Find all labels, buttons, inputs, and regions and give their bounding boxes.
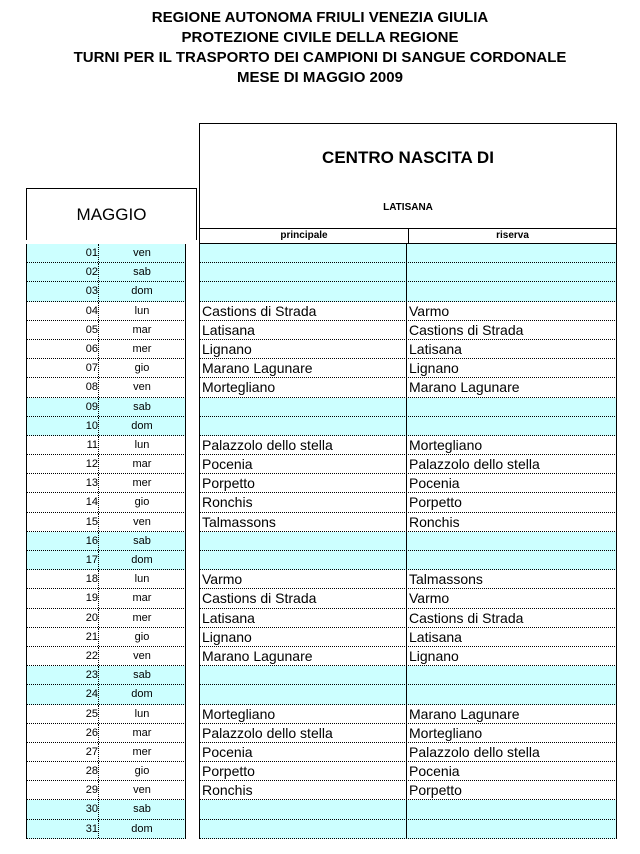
principale-cell: Lignano bbox=[199, 628, 407, 646]
day-row bbox=[26, 513, 186, 532]
shift-row bbox=[199, 378, 617, 397]
day-number: 25 bbox=[26, 705, 98, 723]
shift-row bbox=[199, 244, 617, 263]
day-number: 02 bbox=[26, 263, 98, 281]
day-row bbox=[26, 628, 186, 647]
day-number: 17 bbox=[26, 551, 98, 569]
principale-cell bbox=[199, 532, 407, 550]
principale-cell: Marano Lagunare bbox=[199, 647, 407, 665]
weekday: mer bbox=[98, 340, 186, 358]
heading-line-turni: TURNI PER IL TRASPORTO DEI CAMPIONI DI SANGUE CORDONALE bbox=[73, 49, 567, 66]
riserva-cell bbox=[407, 551, 617, 569]
shift-row bbox=[199, 609, 617, 628]
weekday: gio bbox=[98, 762, 186, 780]
riserva-cell: Marano Lagunare bbox=[407, 705, 617, 723]
shift-row bbox=[199, 705, 617, 724]
weekday: dom bbox=[98, 551, 186, 569]
riserva-cell: Varmo bbox=[407, 589, 617, 607]
principale-cell: Mortegliano bbox=[199, 705, 407, 723]
principale-cell bbox=[199, 417, 407, 435]
day-number: 06 bbox=[26, 340, 98, 358]
weekday: gio bbox=[98, 359, 186, 377]
day-number: 11 bbox=[26, 436, 98, 454]
principale-cell bbox=[199, 800, 407, 818]
principale-cell: Pocenia bbox=[199, 455, 407, 473]
month-header: MAGGIO bbox=[26, 188, 197, 240]
shift-row bbox=[199, 743, 617, 762]
riserva-cell bbox=[407, 532, 617, 550]
weekday: dom bbox=[98, 417, 186, 435]
principale-cell: Castions di Strada bbox=[199, 302, 407, 320]
day-row bbox=[26, 474, 186, 493]
day-number: 15 bbox=[26, 513, 98, 531]
weekday: mar bbox=[98, 321, 186, 339]
day-row bbox=[26, 493, 186, 512]
day-row bbox=[26, 417, 186, 436]
day-row bbox=[26, 589, 186, 608]
day-number: 21 bbox=[26, 628, 98, 646]
weekday: dom bbox=[98, 282, 186, 300]
principale-cell: Ronchis bbox=[199, 781, 407, 799]
day-number: 18 bbox=[26, 570, 98, 588]
day-number: 20 bbox=[26, 609, 98, 627]
day-number: 23 bbox=[26, 666, 98, 684]
principale-cell: Mortegliano bbox=[199, 378, 407, 396]
weekday: mar bbox=[98, 455, 186, 473]
principale-cell: Ronchis bbox=[199, 493, 407, 511]
principale-cell bbox=[199, 398, 407, 416]
document-heading bbox=[0, 8, 640, 88]
principale-cell: Varmo bbox=[199, 570, 407, 588]
shift-row bbox=[199, 781, 617, 800]
day-list bbox=[26, 244, 186, 839]
day-row bbox=[26, 743, 186, 762]
day-number: 22 bbox=[26, 647, 98, 665]
principale-cell bbox=[199, 685, 407, 703]
shift-row bbox=[199, 493, 617, 512]
weekday: gio bbox=[98, 628, 186, 646]
weekday: mer bbox=[98, 474, 186, 492]
riserva-cell: Talmassons bbox=[407, 570, 617, 588]
day-row bbox=[26, 570, 186, 589]
weekday: mer bbox=[98, 743, 186, 761]
day-number: 16 bbox=[26, 532, 98, 550]
principale-cell: Porpetto bbox=[199, 762, 407, 780]
weekday: mer bbox=[98, 609, 186, 627]
day-row bbox=[26, 263, 186, 282]
weekday: mar bbox=[98, 724, 186, 742]
principale-cell: Palazzolo dello stella bbox=[199, 436, 407, 454]
shift-row bbox=[199, 474, 617, 493]
day-number: 07 bbox=[26, 359, 98, 377]
principale-cell bbox=[199, 551, 407, 569]
day-number: 30 bbox=[26, 800, 98, 818]
shift-row bbox=[199, 455, 617, 474]
day-number: 31 bbox=[26, 820, 98, 838]
riserva-cell: Castions di Strada bbox=[407, 609, 617, 627]
riserva-cell bbox=[407, 282, 617, 300]
principale-cell bbox=[199, 263, 407, 281]
principale-cell: Latisana bbox=[199, 321, 407, 339]
day-row bbox=[26, 282, 186, 301]
day-row bbox=[26, 800, 186, 819]
shift-table bbox=[199, 244, 617, 839]
day-number: 27 bbox=[26, 743, 98, 761]
shift-row bbox=[199, 302, 617, 321]
shift-row bbox=[199, 685, 617, 704]
day-row bbox=[26, 609, 186, 628]
principale-cell: Pocenia bbox=[199, 743, 407, 761]
shift-row bbox=[199, 724, 617, 743]
day-number: 03 bbox=[26, 282, 98, 300]
shift-row bbox=[199, 263, 617, 282]
weekday: sab bbox=[98, 398, 186, 416]
day-row bbox=[26, 551, 186, 570]
riserva-cell bbox=[407, 800, 617, 818]
shift-row bbox=[199, 647, 617, 666]
day-row bbox=[26, 685, 186, 704]
riserva-cell: Mortegliano bbox=[407, 724, 617, 742]
day-row bbox=[26, 455, 186, 474]
principale-cell: Castions di Strada bbox=[199, 589, 407, 607]
weekday: sab bbox=[98, 532, 186, 550]
weekday: lun bbox=[98, 705, 186, 723]
day-row bbox=[26, 321, 186, 340]
riserva-cell: Lignano bbox=[407, 647, 617, 665]
shift-row bbox=[199, 589, 617, 608]
centro-title: CENTRO NASCITA DI bbox=[322, 148, 494, 167]
shift-row bbox=[199, 436, 617, 455]
riserva-cell: Porpetto bbox=[407, 781, 617, 799]
weekday: lun bbox=[98, 570, 186, 588]
day-number: 10 bbox=[26, 417, 98, 435]
weekday: ven bbox=[98, 781, 186, 799]
shift-row bbox=[199, 282, 617, 301]
shift-row bbox=[199, 513, 617, 532]
day-row bbox=[26, 781, 186, 800]
day-number: 09 bbox=[26, 398, 98, 416]
day-row bbox=[26, 436, 186, 455]
riserva-cell: Castions di Strada bbox=[407, 321, 617, 339]
weekday: sab bbox=[98, 263, 186, 281]
shift-row bbox=[199, 398, 617, 417]
heading-line-protezione: PROTEZIONE CIVILE DELLA REGIONE bbox=[181, 29, 459, 46]
principale-cell: Porpetto bbox=[199, 474, 407, 492]
principale-cell bbox=[199, 244, 407, 262]
shift-row bbox=[199, 340, 617, 359]
centro-header bbox=[199, 123, 617, 228]
riserva-cell: Latisana bbox=[407, 340, 617, 358]
column-riserva: riserva bbox=[496, 230, 529, 241]
day-number: 01 bbox=[26, 244, 98, 262]
principale-cell: Talmassons bbox=[199, 513, 407, 531]
day-row bbox=[26, 762, 186, 781]
riserva-cell bbox=[407, 244, 617, 262]
weekday: ven bbox=[98, 378, 186, 396]
day-row bbox=[26, 398, 186, 417]
shift-row bbox=[199, 417, 617, 436]
day-row bbox=[26, 705, 186, 724]
day-number: 26 bbox=[26, 724, 98, 742]
day-number: 28 bbox=[26, 762, 98, 780]
principale-cell bbox=[199, 666, 407, 684]
shift-row bbox=[199, 762, 617, 781]
weekday: mar bbox=[98, 589, 186, 607]
riserva-cell: Marano Lagunare bbox=[407, 378, 617, 396]
day-row bbox=[26, 302, 186, 321]
day-row bbox=[26, 532, 186, 551]
day-row bbox=[26, 340, 186, 359]
day-number: 12 bbox=[26, 455, 98, 473]
day-number: 13 bbox=[26, 474, 98, 492]
column-principale: principale bbox=[200, 229, 409, 243]
riserva-cell: Porpetto bbox=[407, 493, 617, 511]
day-number: 04 bbox=[26, 302, 98, 320]
shift-row bbox=[199, 570, 617, 589]
day-row bbox=[26, 359, 186, 378]
principale-cell: Marano Lagunare bbox=[199, 359, 407, 377]
weekday: ven bbox=[98, 244, 186, 262]
shift-row bbox=[199, 321, 617, 340]
shift-row bbox=[199, 532, 617, 551]
shift-row bbox=[199, 628, 617, 647]
principale-cell: Latisana bbox=[199, 609, 407, 627]
centro-name: LATISANA bbox=[383, 202, 433, 213]
day-number: 05 bbox=[26, 321, 98, 339]
day-number: 24 bbox=[26, 685, 98, 703]
riserva-cell bbox=[407, 398, 617, 416]
riserva-cell bbox=[407, 820, 617, 838]
weekday: sab bbox=[98, 800, 186, 818]
day-row bbox=[26, 820, 186, 839]
principale-cell: Palazzolo dello stella bbox=[199, 724, 407, 742]
shift-row bbox=[199, 820, 617, 839]
riserva-cell: Palazzolo dello stella bbox=[407, 743, 617, 761]
day-row bbox=[26, 647, 186, 666]
riserva-cell bbox=[407, 666, 617, 684]
day-row bbox=[26, 244, 186, 263]
weekday: dom bbox=[98, 820, 186, 838]
riserva-cell: Ronchis bbox=[407, 513, 617, 531]
principale-cell bbox=[199, 820, 407, 838]
shift-row bbox=[199, 800, 617, 819]
day-row bbox=[26, 724, 186, 743]
weekday: ven bbox=[98, 647, 186, 665]
riserva-cell bbox=[407, 685, 617, 703]
principale-cell: Lignano bbox=[199, 340, 407, 358]
weekday: lun bbox=[98, 302, 186, 320]
riserva-cell bbox=[407, 263, 617, 281]
heading-line-mese: MESE DI MAGGIO 2009 bbox=[237, 69, 403, 86]
riserva-cell: Varmo bbox=[407, 302, 617, 320]
day-number: 08 bbox=[26, 378, 98, 396]
weekday: ven bbox=[98, 513, 186, 531]
weekday: sab bbox=[98, 666, 186, 684]
day-number: 14 bbox=[26, 493, 98, 511]
day-number: 29 bbox=[26, 781, 98, 799]
riserva-cell: Palazzolo dello stella bbox=[407, 455, 617, 473]
heading-line-region: REGIONE AUTONOMA FRIULI VENEZIA GIULIA bbox=[151, 9, 489, 26]
weekday: lun bbox=[98, 436, 186, 454]
day-number: 19 bbox=[26, 589, 98, 607]
riserva-cell: Lignano bbox=[407, 359, 617, 377]
column-headers bbox=[199, 228, 617, 244]
shift-row bbox=[199, 666, 617, 685]
shift-row bbox=[199, 359, 617, 378]
riserva-cell: Mortegliano bbox=[407, 436, 617, 454]
riserva-cell: Pocenia bbox=[407, 474, 617, 492]
riserva-cell: Pocenia bbox=[407, 762, 617, 780]
day-row bbox=[26, 378, 186, 397]
riserva-cell: Latisana bbox=[407, 628, 617, 646]
day-row bbox=[26, 666, 186, 685]
shift-row bbox=[199, 551, 617, 570]
weekday: gio bbox=[98, 493, 186, 511]
riserva-cell bbox=[407, 417, 617, 435]
weekday: dom bbox=[98, 685, 186, 703]
principale-cell bbox=[199, 282, 407, 300]
